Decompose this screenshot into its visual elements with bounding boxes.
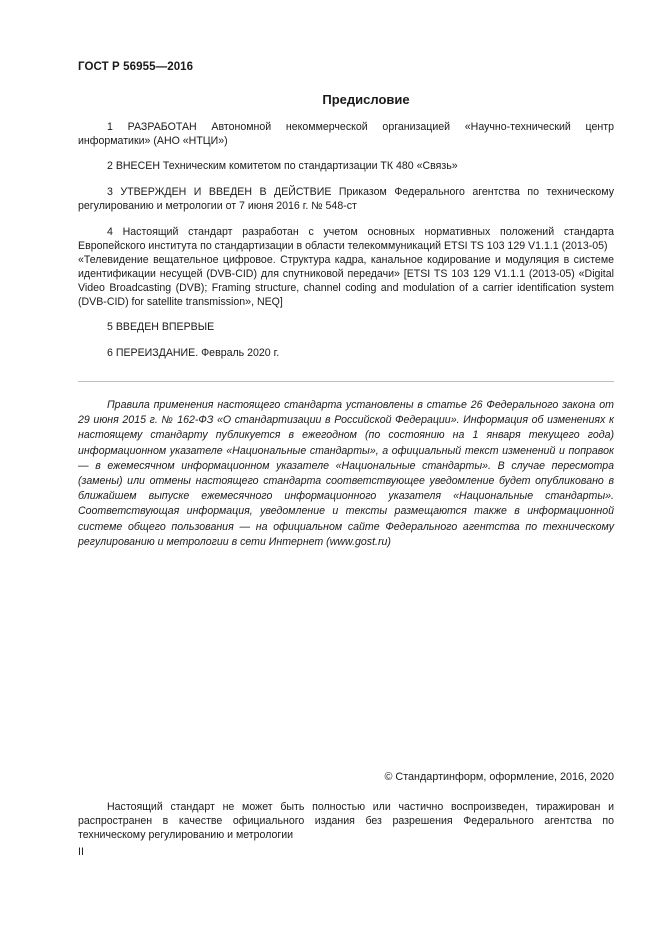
preface-item-3 [78, 185, 614, 213]
preface-item-4-continuation: «Телевидение вещательное цифровое. Структура кадра, канальное кодирование и модуляция в системе идентификации несущей (DVB-CID) для спутниковой передачи» [ETSI TS 103 129 V1.1.1 (2013-05) «Digital Video Broadcasting (DVB); Framing structure, channel coding and modulation of a carrier identification system (DVB-CID) for satellite transmission», NEQ] [78, 254, 614, 308]
page-number: II [78, 846, 84, 858]
preface-title: Предисловие [322, 92, 410, 107]
preface-item-2-text: 2 ВНЕСЕН Техническим комитетом по стандартизации ТК 480 «Связь» [107, 160, 458, 172]
reproduction-restriction-note [78, 800, 614, 842]
notice-text: Правила применения настоящего стандарта установлены в статье 26 Федерального закона от 29 июня 2015 г. № 162-ФЗ «О стандартизации в Российской Федерации». Информация об изменениях к настоящему стандарту публикуется в ежегодном (по состоянию на 1 января текущего года) информационном указателе «Национальные стандарты», а официальный текст изменений и поправок — в ежемесячном информационном указателе «Национальные стандарты». В случае пересмотра (замены) или отмены настоящего стандарта соответствующее уведомление будет опубликовано в ближайшем выпуске ежемесячного информационного указателя «Национальные стандарты». Соответствующая информация, уведомление и тексты размещаются также в информационной системе общего пользования — на официальном сайте Федерального агентства по техническому регулированию и метрологии в сети Интернет (www.gost.ru) [78, 399, 614, 548]
standard-id-header: ГОСТ Р 56955—2016 [78, 61, 194, 73]
preface-item-1 [78, 120, 614, 148]
section-divider [78, 381, 614, 382]
preface-item-1-text: 1 РАЗРАБОТАН Автономной некоммерческой организацией «Научно-технический центр информатики» (АНО «НТЦИ») [78, 121, 614, 147]
preface-item-3-text: 3 УТВЕРЖДЕН И ВВЕДЕН В ДЕЙСТВИЕ Приказом Федерального агентства по техническому регулированию и метрологии от 7 июня 2016 г. № 548-ст [78, 186, 614, 212]
preface-item-6-text: 6 ПЕРЕИЗДАНИЕ. Февраль 2020 г. [107, 347, 280, 359]
copyright-line: © Стандартинформ, оформление, 2016, 2020 [384, 771, 614, 783]
standard-application-notice [78, 398, 614, 550]
preface-item-5 [78, 320, 614, 334]
preface-item-2 [78, 159, 614, 173]
preface-item-6 [78, 346, 614, 360]
footer-note-text: Настоящий стандарт не может быть полностью или частично воспроизведен, тиражирован и распространен в качестве официального издания без разрешения Федерального агентства по техническому регулированию и метрологии [78, 801, 614, 841]
preface-item-4 [78, 225, 614, 309]
preface-item-4-text: 4 Настоящий стандарт разработан с учетом основных нормативных положений стандарта Европейского института по стандартизации в области телекоммуникаций ETSI TS 103 129 V1.1.1 (2013-05) [78, 226, 614, 252]
preface-item-5-text: 5 ВВЕДЕН ВПЕРВЫЕ [107, 321, 215, 333]
